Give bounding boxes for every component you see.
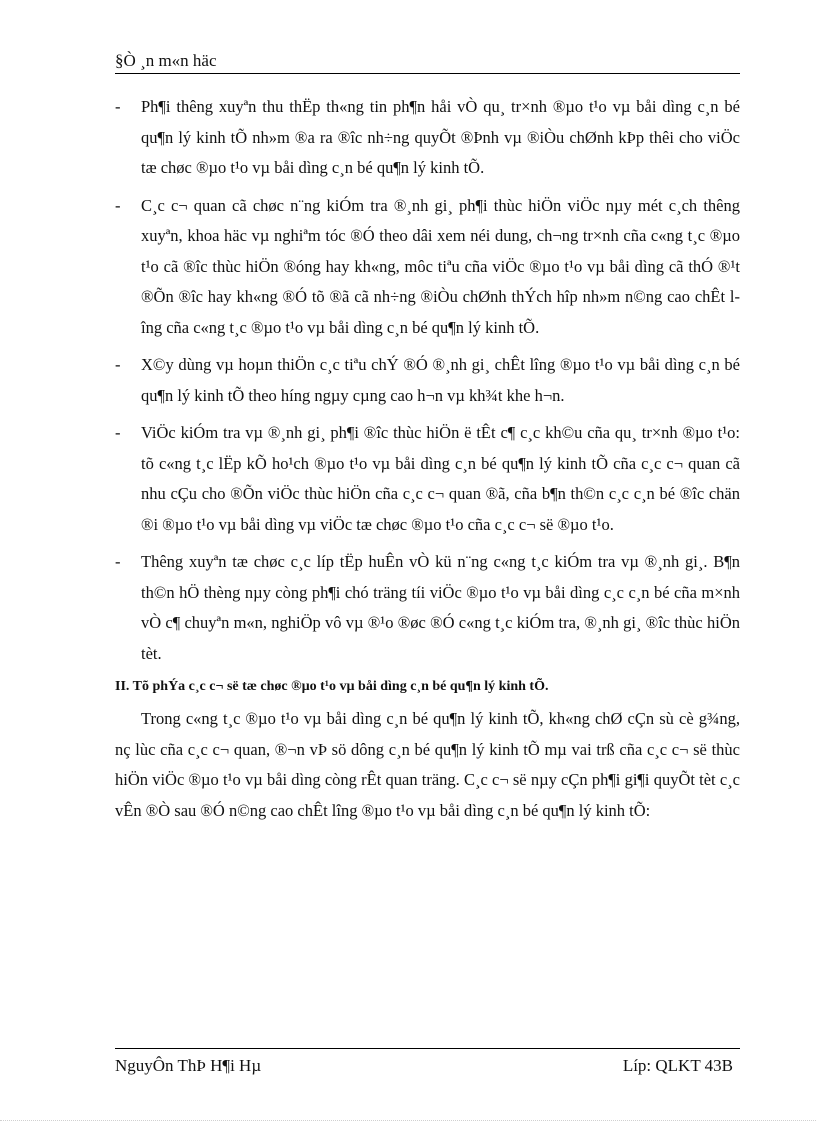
bullet-text: X©y dùng vµ hoµn thiÖn c¸c tiªu chÝ ®Ó ®¸nh gi¸ chÊt lîng ®µo t¹o vµ båi dìng c¸n bé qu¶n lý kinh tÕ theo híng ngµy cµng cao h¬n vµ kh¾t khe h¬n. xyxy=(141,355,740,405)
bullet-marker: - xyxy=(115,195,121,215)
page-edge-line xyxy=(0,1120,816,1121)
footer-divider xyxy=(115,1048,740,1049)
page-header xyxy=(115,50,740,72)
bullet-text: Ph¶i thêng xuyªn thu thËp th«ng tin ph¶n håi vÒ qu¸ tr×nh ®µo t¹o vµ båi dìng c¸n bé qu¶n lý kinh tÕ nh»m ®a ra ®îc nh÷ng quyÕt ®Þnh vµ ®iÒu chØnh kÞp thêi cho viÖc tæ chøc ®µo t¹o vµ båi dìng c¸n bé qu¶n lý kinh tÕ. xyxy=(141,97,740,177)
bullet-marker: - xyxy=(115,552,121,571)
header-divider xyxy=(115,73,740,74)
bullet-marker: - xyxy=(115,423,121,442)
footer-class: Líp: QLKT 43B xyxy=(622,1056,733,1075)
section-heading xyxy=(115,676,740,698)
bullet-item xyxy=(115,418,740,540)
bullet-marker: - xyxy=(115,355,121,374)
bullet-item xyxy=(115,92,740,184)
footer-author: NguyÔn ThÞ H¶i Hµ xyxy=(115,1056,262,1075)
bullet-marker: - xyxy=(115,97,121,116)
bullet-item xyxy=(115,547,740,669)
section-title: Tõ phÝa c¸c c¬ së tæ chøc ®µo t¹o vµ båi dìng c¸n bé qu¶n lý kinh tÕ. xyxy=(132,679,549,694)
section-number: II. xyxy=(115,679,130,694)
bullet-text: C¸c c¬ quan cã chøc n¨ng kiÓm tra ®¸nh gi¸ ph¶i thùc hiÖn viÖc nµy mét c¸ch thêng xuyªn, khoa häc vµ nghiªm tóc ®Ó theo dâi xem néi dung, ch¬ng tr×nh cña c«ng t¸c ®µo t¹o cã ®îc thùc hiÖn ®óng hay kh«ng, môc tiªu cña viÖc ®µo t¹o vµ båi dìng cã thÓ ®¹t ®Õn ®îc hay kh«ng ®Ó tõ ®ã cã nh÷ng ®iÒu chØnh thÝch hîp nh»m n©ng cao chÊt lîng cña c«ng t¸c ®µo t¹o vµ båi dìng c¸n bé qu¶n lý kinh tÕ. xyxy=(141,195,740,337)
bullet-item xyxy=(115,191,740,344)
body-paragraph: Trong c«ng t¸c ®µo t¹o vµ båi dìng c¸n bé qu¶n lý kinh tÕ, kh«ng chØ cÇn sù cè g¾ng, nç lùc cña c¸c c¬ quan, ®¬n vÞ sö dông c¸n bé qu¶n lý kinh tÕ mµ vai trß cña c¸c c¬ së thùc hiÖn viÖc ®µo t¹o vµ båi dìng còng rÊt quan träng. C¸c c¬ së nµy cÇn ph¶i gi¶i quyÕt tèt c¸c vÊn ®Ò sau ®Ó n©ng cao chÊt lîng ®µo t¹o vµ båi dìng c¸n bé qu¶n lý kinh tÕ: xyxy=(115,709,740,820)
document-body xyxy=(115,92,740,826)
bullet-text: Thêng xuyªn tæ chøc c¸c líp tËp huÊn vÒ kü n¨ng c«ng t¸c kiÓm tra vµ ®¸nh gi¸. B¶n th©n hÖ thèng nµy còng ph¶i chó träng tíi viÖc ®µo t¹o vµ båi dìng c¸c c¸n bé cña m×nh vÒ c¶ chuyªn m«n, nghiÖp vô vµ ®¹o ®øc ®Ó c«ng t¸c kiÓm tra, ®¸nh gi¸ ®îc thùc hiÖn tèt. xyxy=(141,552,740,663)
bullet-item xyxy=(115,350,740,411)
bullet-text: ViÖc kiÓm tra vµ ®¸nh gi¸ ph¶i ®îc thùc hiÖn ë tÊt c¶ c¸c kh©u cña qu¸ tr×nh ®µo t¹o: tõ c«ng t¸c lËp kÕ ho¹ch ®µo t¹o vµ båi dìng c¸n bé qu¶n lý kinh tÕ cña c¸c c¬ quan cã nhu cÇu cho ®Õn viÖc thùc hiÖn cña c¸c c¬ quan ®ã, cña b¶n th©n c¸c c¸n bé ®îc chän ®i ®µo t¹o vµ båi dìng vµ viÖc tæ chøc ®µo t¹o cña c¸c c¬ së ®µo t¹o. xyxy=(141,423,740,534)
header-title: §Ò ¸n m«n häc xyxy=(115,51,217,70)
